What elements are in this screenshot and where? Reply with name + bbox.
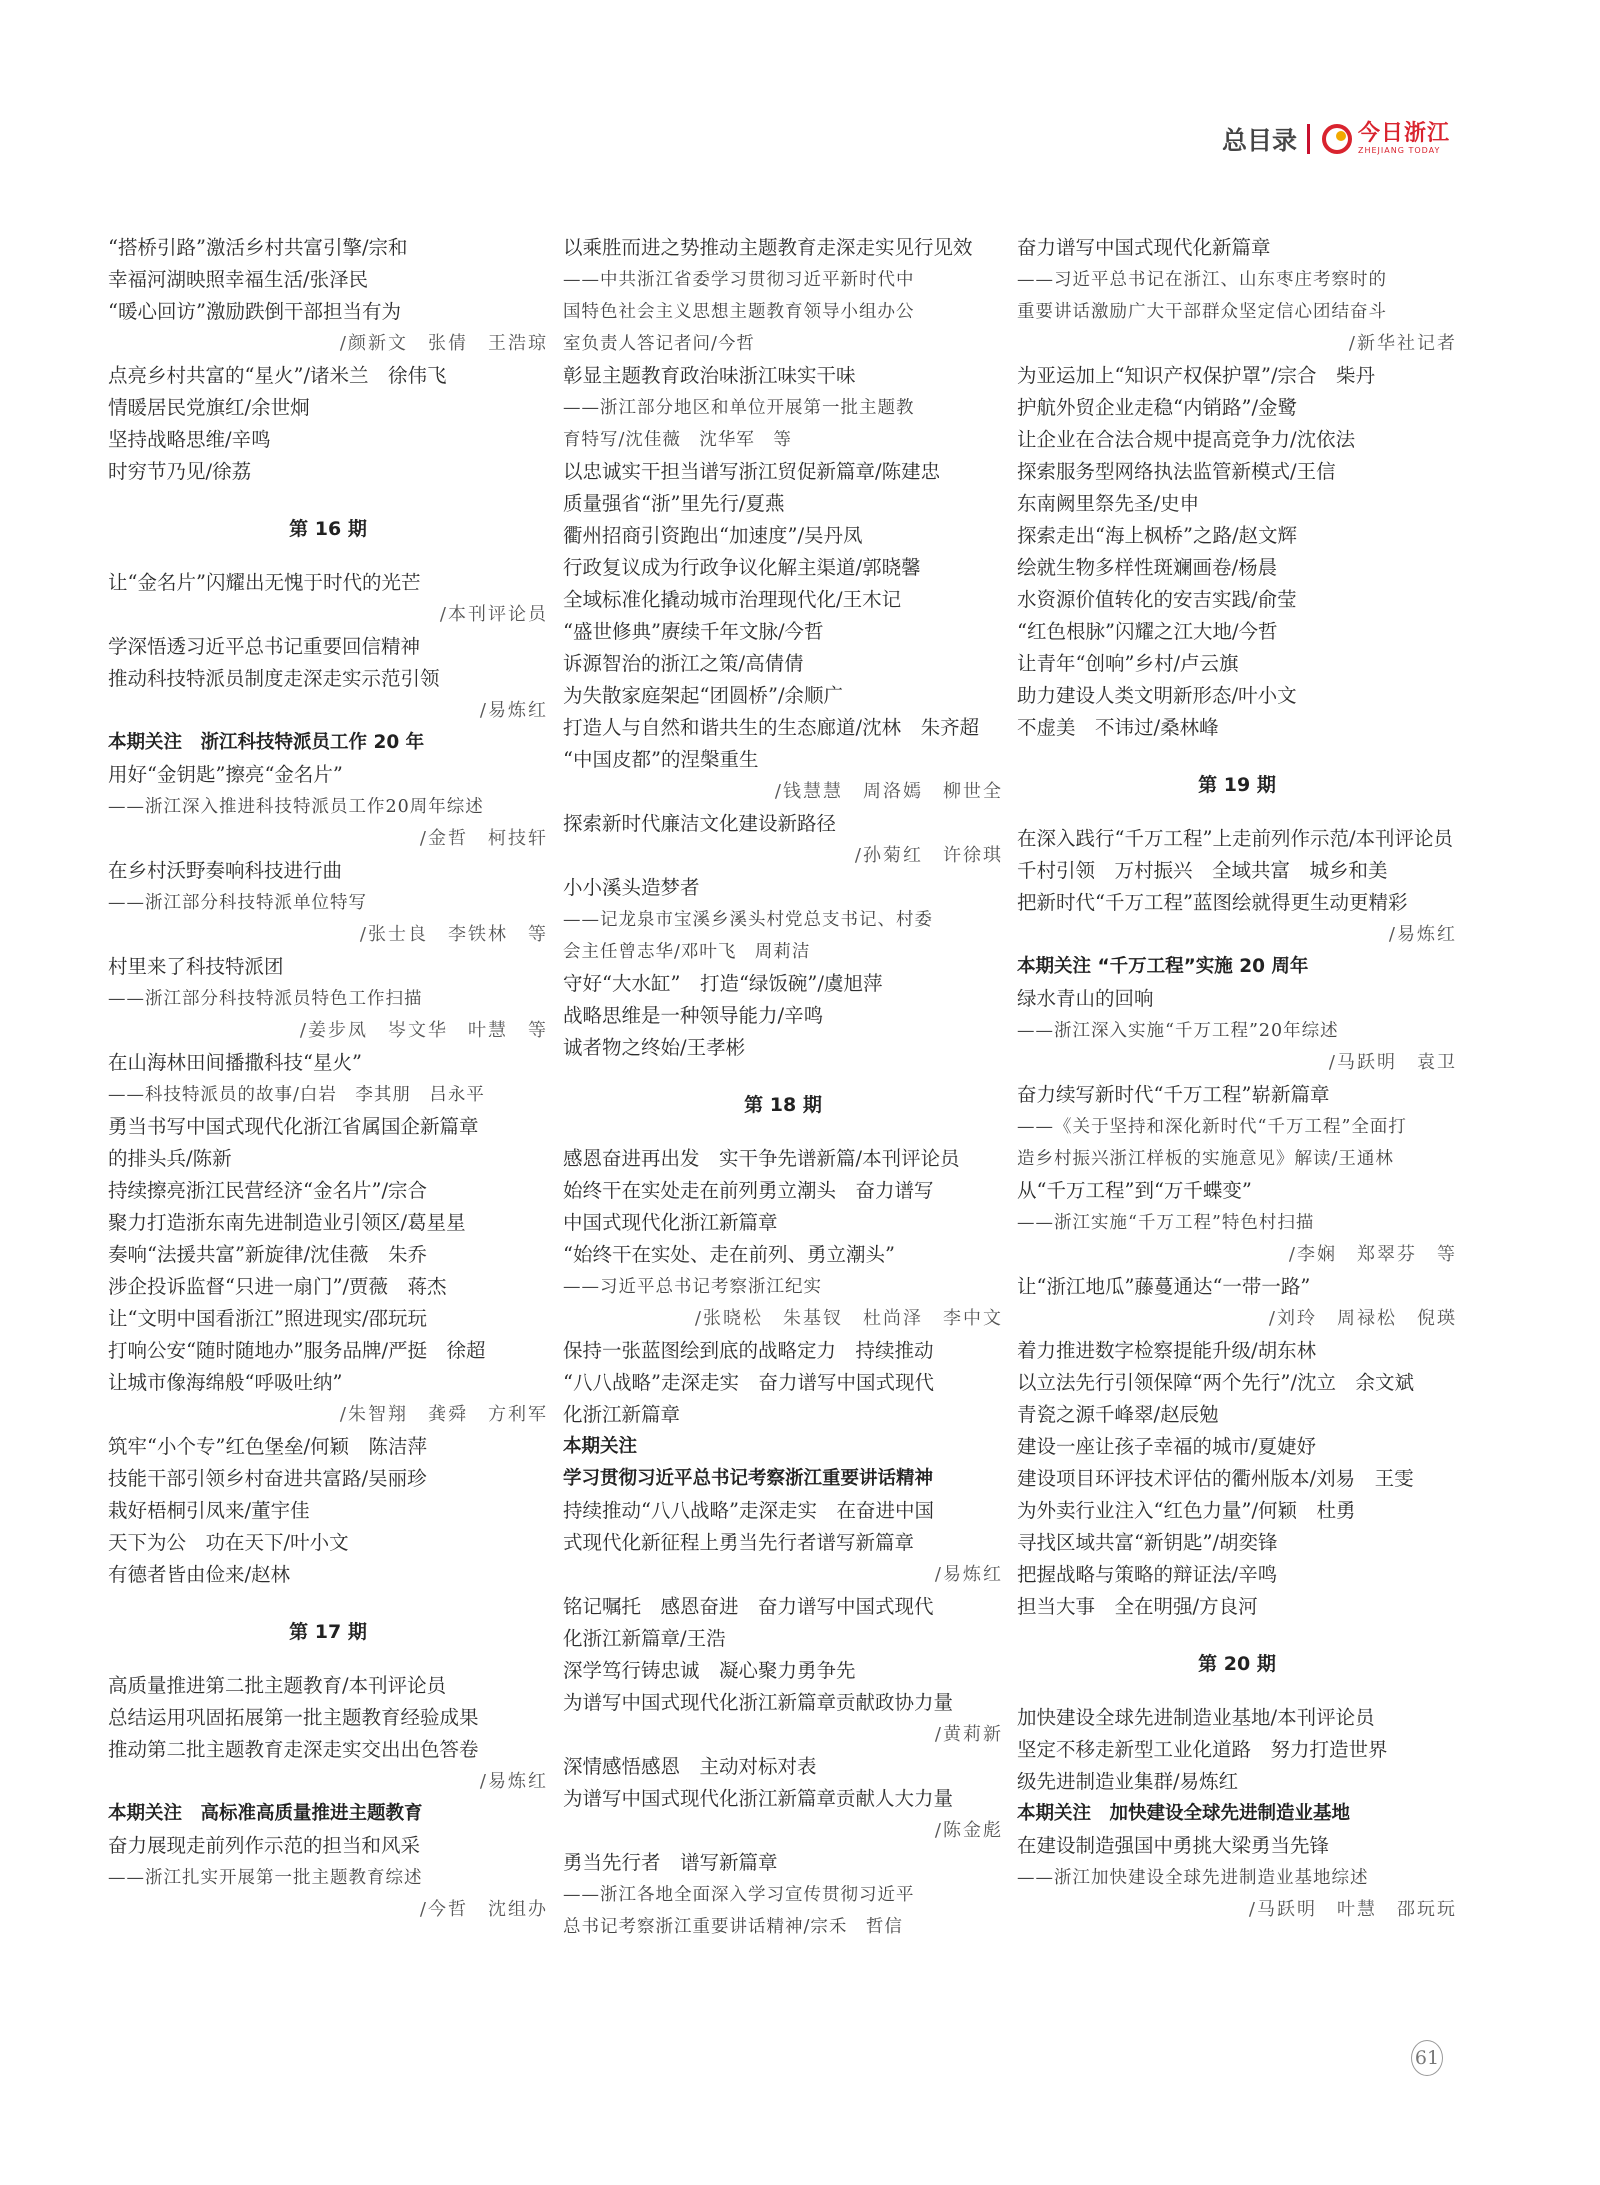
toc-entry: 水资源价值转化的安吉实践/俞莹	[1017, 588, 1297, 611]
toc-entry: 奋力续写新时代“千万工程”崭新篇章	[1017, 1083, 1330, 1106]
toc-author: /黄莉新	[934, 1724, 1003, 1745]
issue-heading: 第 18 期	[744, 1094, 822, 1116]
toc-author: /钱慧慧 周洛嫣 柳世全	[774, 781, 1003, 802]
toc-entry: 为亚运加上“知识产权保护罩”/宗合 柴丹	[1017, 364, 1376, 387]
toc-entry: 技能干部引领乡村奋进共富路/吴丽珍	[108, 1467, 427, 1490]
toc-author: /易炼红	[934, 1564, 1003, 1585]
toc-entry: “盛世修典”赓续千年文脉/今哲	[563, 620, 824, 643]
toc-entry: 质量强省“浙”里先行/夏燕	[563, 492, 785, 515]
toc-entry: 彰显主题教育政治味浙江味实干味	[563, 364, 856, 387]
toc-subtitle: 重要讲话激励广大干部群众坚定信心团结奋斗	[1017, 302, 1387, 322]
toc-entry: 勇当先行者 谱写新篇章	[563, 1851, 778, 1874]
toc-entry: 小小溪头造梦者	[563, 876, 700, 899]
toc-entry: 守好“大水缸” 打造“绿饭碗”/虞旭萍	[563, 972, 883, 995]
toc-entry: 级先进制造业集群/易炼红	[1017, 1770, 1239, 1793]
toc-author: /张晓松 朱基钗 杜尚泽 李中文	[694, 1308, 1003, 1329]
issue-heading: 第 19 期	[1198, 774, 1276, 796]
toc-entry: 让“浙江地瓜”藤蔓通达“一带一路”	[1017, 1275, 1311, 1298]
toc-author: /李娴 郑翠芬 等	[1288, 1244, 1457, 1265]
toc-entry: 绿水青山的回响	[1017, 987, 1154, 1010]
toc-entry: 坚定不移走新型工业化道路 努力打造世界	[1017, 1738, 1388, 1761]
toc-entry: 探索新时代廉洁文化建设新路径	[563, 812, 837, 835]
toc-entry: 时穷节乃见/徐荔	[108, 460, 252, 483]
toc-entry: 推动第二批主题教育走深走实交出出色答卷	[108, 1738, 479, 1761]
toc-entry: 建设项目环评技术评估的衢州版本/刘易 王雯	[1017, 1467, 1414, 1490]
toc-entry: “搭桥引路”激活乡村共富引擎/宗和	[108, 236, 408, 259]
toc-entry: 着力推进数字检察提能升级/胡东林	[1017, 1339, 1317, 1362]
toc-entry: 绘就生物多样性斑斓画卷/杨晨	[1017, 556, 1278, 579]
toc-entry: 为谱写中国式现代化浙江新篇章贡献政协力量	[563, 1691, 954, 1714]
toc-entry: 让青年“创响”乡村/卢云旗	[1017, 652, 1239, 675]
toc-entry: 涉企投诉监督“只进一扇门”/贾薇 蒋杰	[108, 1275, 447, 1298]
toc-entry: 村里来了科技特派团	[108, 955, 284, 978]
toc-subtitle: ——浙江扎实开展第一批主题教育综述	[108, 1868, 423, 1888]
toc-entry: 打造人与自然和谐共生的生态廊道/沈林 朱齐超	[563, 716, 980, 739]
toc-entry: 在山海林田间播撒科技“星火”	[108, 1051, 362, 1074]
toc-author: /马跃明 袁卫	[1328, 1052, 1457, 1073]
toc-entry: 栽好梧桐引凤来/董宇佳	[108, 1499, 310, 1522]
toc-column-3	[1017, 232, 1457, 1926]
toc-author: /本刊评论员	[439, 604, 548, 625]
toc-entry: 东南阙里祭先圣/史申	[1017, 492, 1200, 515]
toc-subtitle: ——习近平总书记在浙江、山东枣庄考察时的	[1017, 270, 1387, 290]
toc-author: /刘玲 周禄松 倪瑛	[1268, 1308, 1457, 1329]
toc-author: /新华社记者	[1348, 333, 1457, 354]
toc-section-heading: 本期关注	[563, 1436, 638, 1457]
toc-entry: 建设一座让孩子幸福的城市/夏婕妤	[1017, 1435, 1317, 1458]
toc-author: /颜新文 张倩 王浩琼	[339, 333, 548, 354]
toc-entry: 助力建设人类文明新形态/叶小文	[1017, 684, 1297, 707]
toc-entry: 点亮乡村共富的“星火”/诸米兰 徐伟飞	[108, 364, 447, 387]
toc-entry: 学深悟透习近平总书记重要回信精神	[108, 635, 421, 658]
toc-entry: 化浙江新篇章/王浩	[563, 1627, 726, 1650]
toc-subtitle: 室负责人答记者问/今哲	[563, 334, 755, 354]
toc-entry: 让“金名片”闪耀出无愧于时代的光芒	[108, 571, 421, 594]
toc-subtitle: ——中共浙江省委学习贯彻习近平新时代中	[563, 270, 915, 290]
toc-author: /朱智翔 龚舜 方利军	[339, 1404, 548, 1425]
magazine-logo	[1320, 122, 1450, 156]
toc-entry: 总结运用巩固拓展第一批主题教育经验成果	[108, 1706, 479, 1729]
toc-author: /姜步凤 岑文华 叶慧 等	[299, 1020, 548, 1041]
toc-entry: “八八战略”走深走实 奋力谱写中国式现代	[563, 1371, 934, 1394]
toc-author: /易炼红	[1388, 924, 1457, 945]
toc-entry: 全域标准化撬动城市治理现代化/王木记	[563, 588, 902, 611]
toc-entry: 在深入践行“千万工程”上走前列作示范/本刊评论员	[1017, 827, 1454, 850]
toc-entry: 寻找区域共富“新钥匙”/胡奕锋	[1017, 1531, 1278, 1554]
toc-entry: 用好“金钥匙”擦亮“金名片”	[108, 763, 343, 786]
toc-entry: 为外卖行业注入“红色力量”/何颖 杜勇	[1017, 1499, 1356, 1522]
toc-entry: “始终干在实处、走在前列、勇立潮头”	[563, 1243, 895, 1266]
toc-entry: “中国皮都”的涅槃重生	[563, 748, 759, 771]
toc-entry: 让“文明中国看浙江”照进现实/邵玩玩	[108, 1307, 428, 1330]
toc-subtitle: ——浙江部分科技特派员特色工作扫描	[108, 989, 423, 1009]
toc-author: /陈金彪	[934, 1820, 1003, 1841]
issue-heading: 第 16 期	[289, 518, 367, 540]
toc-entry: 把握战略与策略的辩证法/辛鸣	[1017, 1563, 1278, 1586]
toc-entry: 诉源智治的浙江之策/高倩倩	[563, 652, 804, 675]
toc-column-1	[108, 232, 548, 1926]
toc-column-2	[563, 232, 1003, 1943]
toc-entry: 保持一张蓝图绘到底的战略定力 持续推动	[563, 1339, 934, 1362]
toc-section-heading: 学习贯彻习近平总书记考察浙江重要讲话精神	[563, 1468, 934, 1489]
toc-author: /张士良 李铁林 等	[359, 924, 548, 945]
page-number: 61	[1411, 2040, 1443, 2076]
toc-entry: 深情感悟感恩 主动对标对表	[563, 1755, 817, 1778]
toc-entry: “暖心回访”激励跌倒干部担当有为	[108, 300, 401, 323]
toc-entry: 打响公安“随时随地办”服务品牌/严挺 徐超	[108, 1339, 486, 1362]
toc-subtitle: 国特色社会主义思想主题教育领导小组办公	[563, 302, 915, 322]
toc-subtitle: ——习近平总书记考察浙江纪实	[563, 1277, 822, 1297]
toc-author: /今哲 沈组办	[419, 1899, 548, 1920]
toc-subtitle: ——浙江实施“千万工程”特色村扫描	[1017, 1213, 1315, 1233]
toc-entry: 以忠诚实干担当谱写浙江贸促新篇章/陈建忠	[563, 460, 941, 483]
toc-subtitle: 会主任曾志华/邓叶飞 周莉洁	[563, 942, 811, 962]
header-separator	[1307, 124, 1310, 154]
logo-subtext: ZHEJIANG TODAY	[1357, 146, 1441, 155]
toc-subtitle: ——浙江加快建设全球先进制造业基地综述	[1017, 1868, 1369, 1888]
issue-heading: 第 17 期	[289, 1621, 367, 1643]
toc-entry: 战略思维是一种领导能力/辛鸣	[563, 1004, 824, 1027]
toc-subtitle: ——浙江深入实施“千万工程”20年综述	[1017, 1021, 1339, 1041]
toc-author: /马跃明 叶慧 邵玩玩	[1248, 1899, 1457, 1920]
toc-entry: 式现代化新征程上勇当先行者谱写新篇章	[563, 1531, 915, 1554]
toc-entry: 情暖居民党旗红/余世炯	[108, 396, 310, 419]
logo-text: 今日浙江	[1357, 121, 1450, 146]
toc-subtitle: ——浙江部分地区和单位开展第一批主题教	[563, 398, 915, 418]
toc-author: /易炼红	[479, 700, 548, 721]
toc-entry: 化浙江新篇章	[563, 1403, 681, 1426]
issue-heading: 第 20 期	[1198, 1653, 1276, 1675]
toc-entry: 不虚美 不讳过/桑林峰	[1017, 716, 1219, 739]
toc-entry: 的排头兵/陈新	[108, 1147, 232, 1170]
toc-entry: 推动科技特派员制度走深走实示范引领	[108, 667, 440, 690]
toc-subtitle: ——浙江深入推进科技特派员工作20周年综述	[108, 797, 484, 817]
toc-subtitle: ——记龙泉市宝溪乡溪头村党总支书记、村委	[563, 910, 933, 930]
toc-entry: 探索服务型网络执法监管新模式/王信	[1017, 460, 1336, 483]
toc-subtitle: ——浙江部分科技特派单位特写	[108, 893, 367, 913]
toc-entry: 奋力展现走前列作示范的担当和风采	[108, 1834, 421, 1857]
toc-entry: 深学笃行铸忠诚 凝心聚力勇争先	[563, 1659, 856, 1682]
toc-entry: 以立法先行引领保障“两个先行”/沈立 余文斌	[1017, 1371, 1415, 1394]
toc-author: /孙菊红 许徐琪	[854, 845, 1003, 866]
toc-entry: 加快建设全球先进制造业基地/本刊评论员	[1017, 1706, 1375, 1729]
toc-entry: 聚力打造浙东南先进制造业引领区/葛星星	[108, 1211, 466, 1234]
toc-entry: 铭记嘱托 感恩奋进 奋力谱写中国式现代	[563, 1595, 934, 1618]
toc-entry: 在乡村沃野奏响科技进行曲	[108, 859, 343, 882]
toc-subtitle: 育特写/沈佳薇 沈华军 等	[563, 430, 792, 450]
toc-entry: 探索走出“海上枫桥”之路/赵文辉	[1017, 524, 1298, 547]
toc-entry: 奏响“法援共富”新旋律/沈佳薇 朱乔	[108, 1243, 428, 1266]
toc-entry: 担当大事 全在明强/方良河	[1017, 1595, 1258, 1618]
toc-entry: 筑牢“小个专”红色堡垒/何颖 陈洁萍	[108, 1435, 428, 1458]
toc-subtitle: 总书记考察浙江重要讲话精神/宗禾 哲信	[563, 1917, 903, 1937]
toc-entry: 有德者皆由俭来/赵林	[108, 1563, 291, 1586]
toc-entry: 勇当书写中国式现代化浙江省属国企新篇章	[108, 1115, 479, 1138]
toc-subtitle: ——科技特派员的故事/白岩 李其朋 吕永平	[108, 1085, 485, 1105]
toc-entry: “红色根脉”闪耀之江大地/今哲	[1017, 620, 1278, 643]
toc-entry: 诚者物之终始/王孝彬	[563, 1036, 746, 1059]
toc-entry: 衢州招商引资跑出“加速度”/吴丹凤	[563, 524, 863, 547]
header-title: 总目录	[1221, 126, 1297, 155]
toc-entry: 把新时代“千万工程”蓝图绘就得更生动更精彩	[1017, 891, 1408, 914]
toc-entry: 青瓷之源千峰翠/赵辰勉	[1017, 1403, 1219, 1426]
toc-entry: 为失散家庭架起“团圆桥”/余顺广	[563, 684, 844, 707]
toc-entry: 行政复议成为行政争议化解主渠道/郭晓馨	[563, 556, 921, 579]
toc-entry: 天下为公 功在天下/叶小文	[108, 1531, 349, 1554]
toc-section-heading: 本期关注 浙江科技特派员工作 20 年	[108, 732, 425, 753]
toc-section-heading: 本期关注 加快建设全球先进制造业基地	[1017, 1803, 1351, 1824]
toc-entry: 为谱写中国式现代化浙江新篇章贡献人大力量	[563, 1787, 954, 1810]
toc-author: /易炼红	[479, 1771, 548, 1792]
toc-entry: 奋力谱写中国式现代化新篇章	[1017, 236, 1271, 259]
toc-entry: 持续擦亮浙江民营经济“金名片”/宗合	[108, 1179, 428, 1202]
toc-subtitle: ——浙江各地全面深入学习宣传贯彻习近平	[563, 1885, 915, 1905]
toc-subtitle: ——《关于坚持和深化新时代“千万工程”全面打	[1017, 1117, 1407, 1137]
toc-entry: 千村引领 万村振兴 全域共富 城乡和美	[1017, 859, 1388, 882]
toc-entry: 护航外贸企业走稳“内销路”/金鹭	[1017, 396, 1298, 419]
toc-entry: 幸福河湖映照幸福生活/张泽民	[108, 268, 369, 291]
toc-entry: 坚持战略思维/辛鸣	[108, 428, 271, 451]
toc-entry: 以乘胜而进之势推动主题教育走深走实见行见效	[563, 236, 973, 259]
toc-entry: 感恩奋进再出发 实干争先谱新篇/本刊评论员	[563, 1147, 960, 1170]
page-header	[1222, 118, 1450, 160]
toc-section-heading: 本期关注 “千万工程”实施 20 周年	[1017, 956, 1309, 977]
toc-entry: 在建设制造强国中勇挑大梁勇当先锋	[1017, 1834, 1330, 1857]
toc-entry: 始终干在实处走在前列勇立潮头 奋力谱写	[563, 1179, 934, 1202]
toc-subtitle: 造乡村振兴浙江样板的实施意见》解读/王通林	[1017, 1149, 1394, 1169]
toc-entry: 高质量推进第二批主题教育/本刊评论员	[108, 1674, 447, 1697]
toc-entry: 从“千万工程”到“万千蝶变”	[1017, 1179, 1252, 1202]
toc-entry: 中国式现代化浙江新篇章	[563, 1211, 778, 1234]
toc-author: /金哲 柯技轩	[419, 828, 548, 849]
toc-entry: 让城市像海绵般“呼吸吐纳”	[108, 1371, 343, 1394]
logo-swirl-icon	[1320, 122, 1354, 156]
toc-entry: 持续推动“八八战略”走深走实 在奋进中国	[563, 1499, 934, 1522]
toc-entry: 让企业在合法合规中提高竞争力/沈依法	[1017, 428, 1356, 451]
toc-section-heading: 本期关注 高标准高质量推进主题教育	[108, 1803, 423, 1824]
